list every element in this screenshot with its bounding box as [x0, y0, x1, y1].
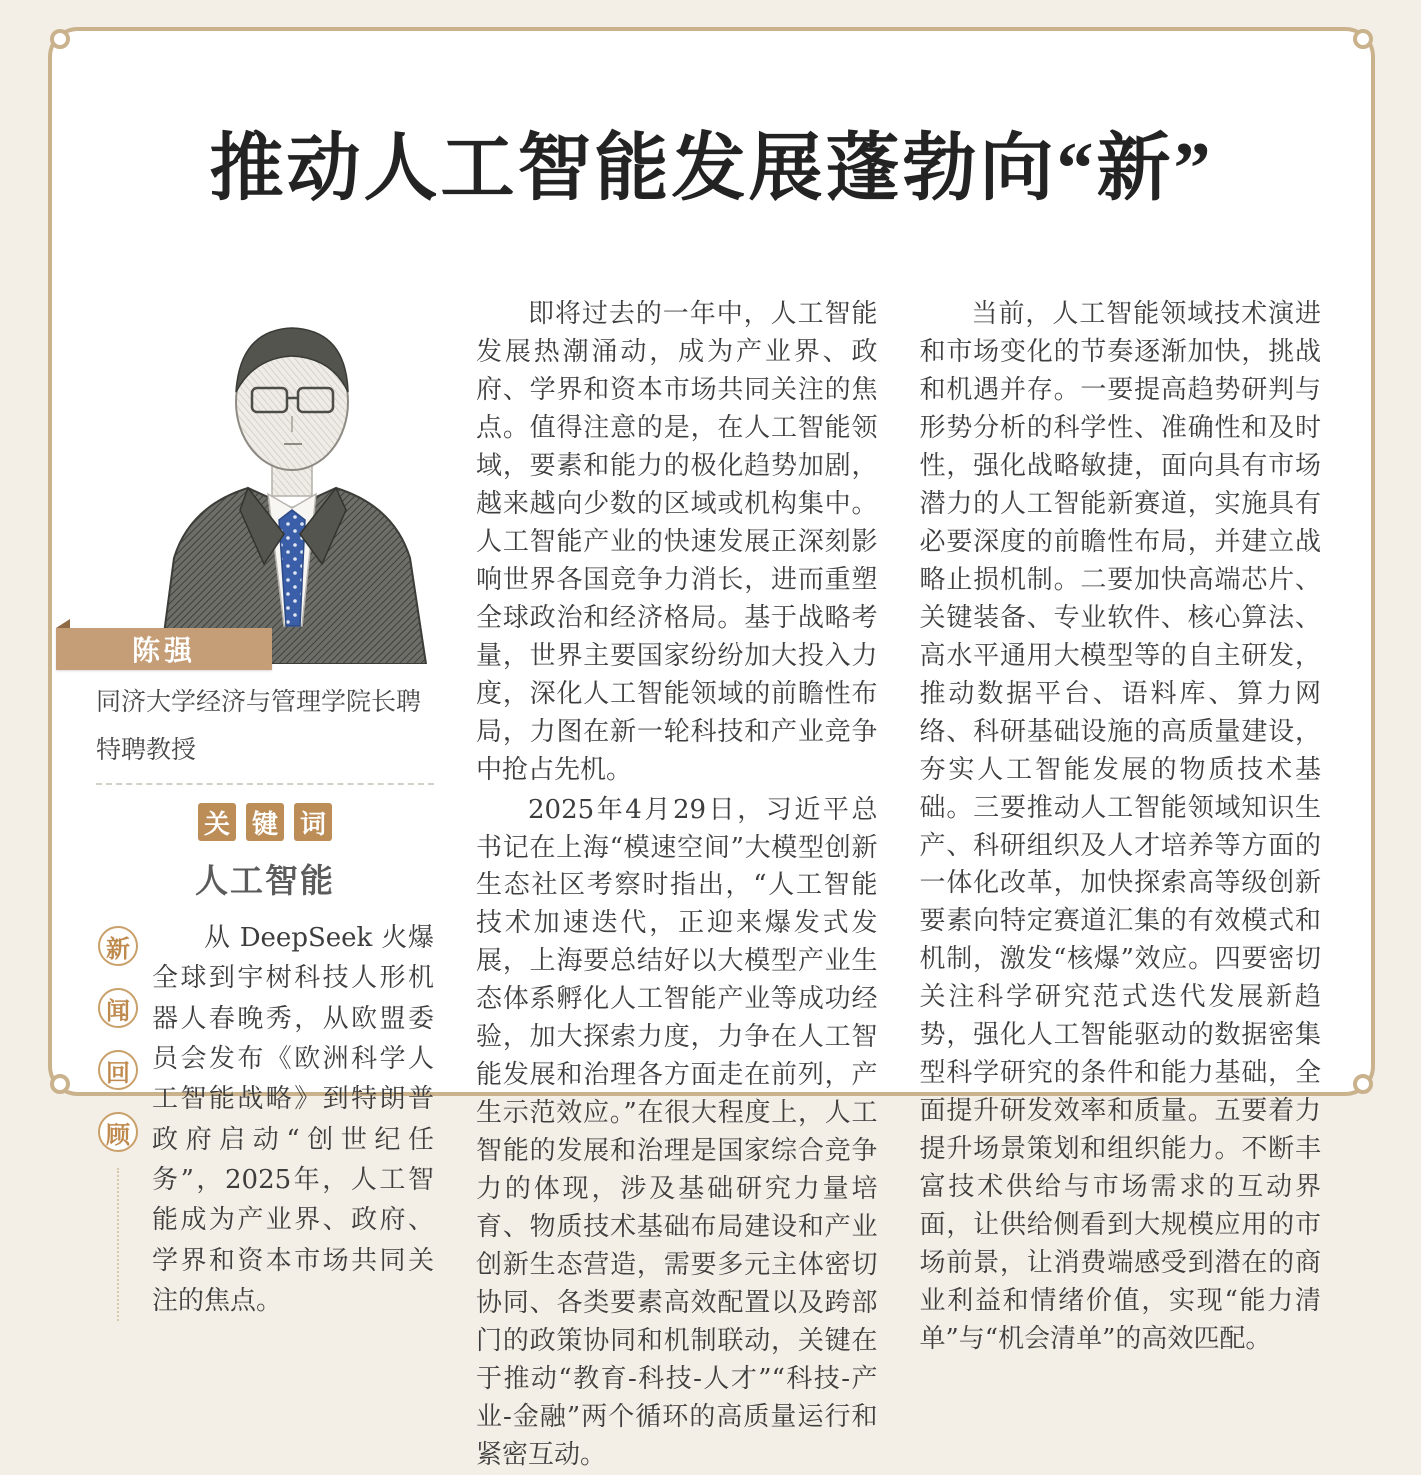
- keywords-badges: [96, 803, 434, 841]
- author-name-ribbon: [56, 628, 272, 670]
- news-review-dotted-line: [117, 1168, 119, 1321]
- news-review-label-char: 新: [98, 926, 138, 966]
- author-portrait-block: [96, 296, 434, 667]
- news-review-text: 从 DeepSeek 火爆全球到宇树科技人形机器人春晚秀，从欧盟委员会发布《欧洲科学人工智能战略》到特朗普政府启动“创世纪任务”，2025年，人工智能成为产业界、政府、学界和资本市场共同关注的焦点。: [152, 923, 434, 1316]
- news-review-label-char: 顾: [98, 1112, 138, 1152]
- author-column: [96, 296, 434, 1475]
- article-title: 推动人工智能发展蓬勃向“新”: [209, 127, 1214, 210]
- article-body: [52, 270, 1371, 1475]
- news-review-label: [96, 918, 140, 1321]
- news-review-label-char: 回: [98, 1050, 138, 1090]
- keyword-badge-char: 关: [198, 803, 236, 841]
- author-affiliation: 同济大学经济与管理学院长聘特聘教授: [96, 687, 422, 764]
- news-review-label-char: 闻: [98, 988, 138, 1028]
- article-paragraph: 2025年4月29日，习近平总书记在上海“模速空间”大模型创新生态社区考察时指出，“人工智能技术加速迭代，正迎来爆发式发展，上海要总结好以大模型产业生态体系孵化人工智能产业等成功经验，加大探索力度，力争在人工智能发展和治理各方面走在前列，产生示范效应。”在很大程度上，人工智能的发展和治理是国家综合竞争力的体现，涉及基础研究力量培育、物质技术基础布局建设和产业创新生态营造，需要多元主体密切协同、各类要素高效配置以及跨部门的政策协同和机制联动，关键在于推动“教育-科技-人才”“科技-产业-金融”两个循环的高质量运行和紧密互动。: [476, 794, 878, 1470]
- article-middle-column: [476, 296, 878, 1475]
- author-name: 陈强: [131, 635, 196, 667]
- frame-corner-ornament: [1353, 1074, 1373, 1094]
- article-paragraph: 即将过去的一年中，人工智能发展热潮涌动，成为产业界、政府、学界和资本市场共同关注的焦点。值得注意的是，在人工智能领域，要素和能力的极化趋势加剧，越来越向少数的区域或机构集中。人工智能产业的快速发展正深刻影响世界各国竞争力消长，进而重塑全球政治和经济格局。基于战略考量，世界主要国家纷纷加大投入力度，深化人工智能领域的前瞻性布局，力图在新一轮科技和产业竞争中抢占先机。: [476, 299, 878, 785]
- frame-corner-ornament: [50, 29, 70, 49]
- article-paragraph: 当前，人工智能领域技术演进和市场变化的节奏逐渐加快，挑战和机遇并存。一要提高趋势研判与形势分析的科学性、准确性和及时性，强化战略敏捷，面向具有市场潜力的人工智能新赛道，实施具有必要深度的前瞻性布局，并建立战略止损机制。二要加快高端芯片、关键装备、专业软件、核心算法、高水平通用大模型等的自主研发，推动数据平台、语料库、算力网络、科研基础设施的高质量建设，夯实人工智能发展的物质技术基础。三要推动人工智能领域知识生产、科研组织及人才培养等方面的一体化改革，加快探索高等级创新要素向特定赛道汇集的有效模式和机制，激发“核爆”效应。四要密切关注科学研究范式迭代发展新趋势，强化人工智能驱动的数据密集型科学研究的条件和能力基础，全面提升研发效率和质量。五要着力提升场景策划和组织能力。不断丰富技术供给与市场需求的互动界面，让供给侧看到大规模应用的市场前景，让消费端感受到潜在的商业利益和情绪价值，实现“能力清单”与“机会清单”的高效匹配。: [919, 299, 1321, 1354]
- frame-corner-ornament: [50, 1074, 70, 1094]
- frame-corner-ornament: [1353, 29, 1373, 49]
- news-review-block: [96, 918, 434, 1321]
- section-divider: [96, 783, 434, 785]
- keyword-badge-char: 词: [294, 803, 332, 841]
- article-frame: [48, 27, 1375, 1470]
- keyword-term: 人工智能: [195, 862, 335, 900]
- author-portrait-image: [144, 296, 440, 664]
- article-right-column: [920, 296, 1322, 1475]
- keyword-badge-char: 键: [246, 803, 284, 841]
